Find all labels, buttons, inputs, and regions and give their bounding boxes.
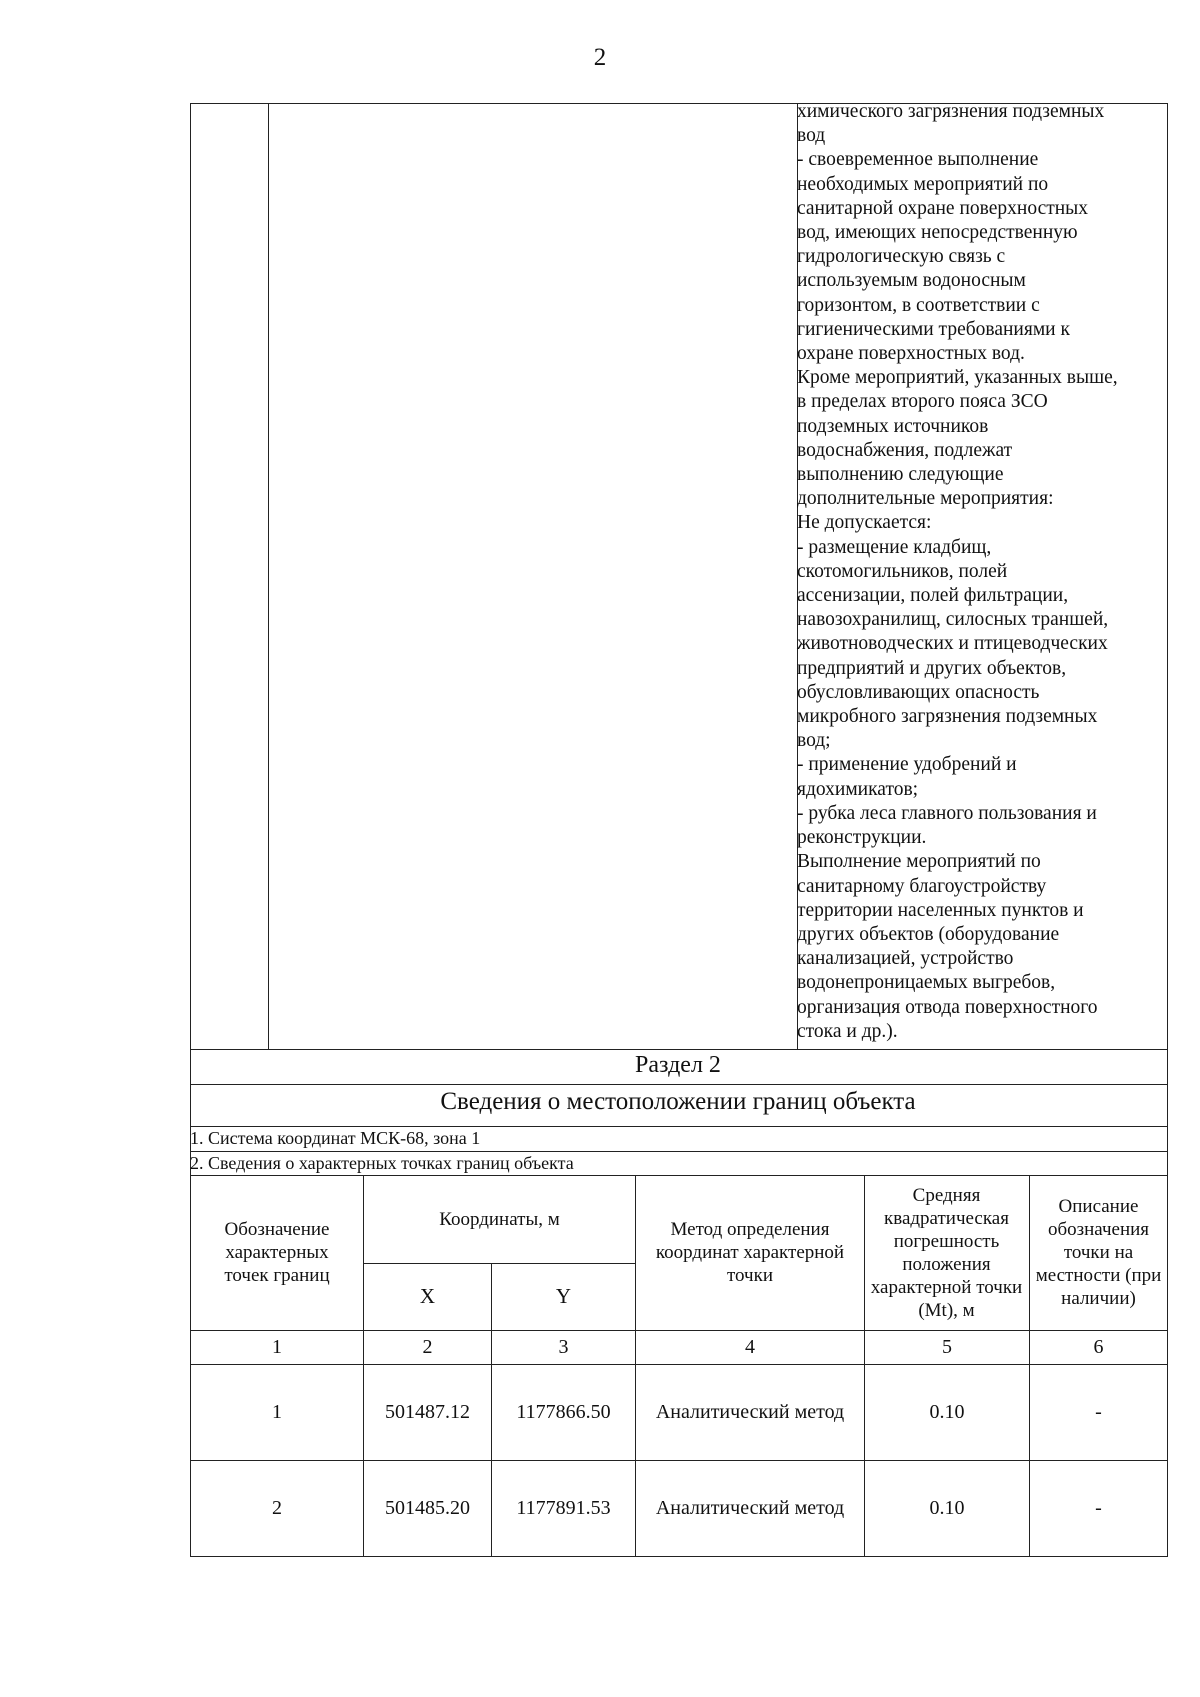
text-line: горизонтом, в соответствии с (797, 294, 1040, 316)
text-line: канализацией, устройство (797, 948, 1014, 970)
text-line: Кроме мероприятий, указанных выше, (797, 367, 1118, 389)
text-line: Не допускается: (797, 512, 932, 534)
column-number: 3 (558, 1335, 569, 1358)
header-y: Y (555, 1284, 572, 1308)
text-line: микробного загрязнения подземных (797, 706, 1098, 728)
method: Аналитический метод (655, 1496, 845, 1519)
header-x: X (419, 1284, 436, 1308)
text-line: вод (797, 125, 826, 147)
text-line: ядохимикатов; (797, 778, 919, 800)
text-line: - своевременное выполнение (797, 149, 1039, 171)
header-coordinates: Координаты, м (439, 1208, 560, 1230)
column-number: 1 (272, 1335, 282, 1358)
error-value: 0.10 (929, 1496, 965, 1519)
error-value: 0.10 (929, 1400, 965, 1423)
text-line: других объектов (оборудование (797, 923, 1060, 945)
text-line: животноводческих и птицеводческих (797, 633, 1108, 655)
text-line: подземных источников (797, 415, 989, 437)
header-designation: Обозначение характерных точек границ (224, 1219, 330, 1286)
text-line: в пределах второго пояса ЗСО (797, 391, 1048, 413)
text-line: территории населенных пунктов и (797, 899, 1084, 921)
coordinate-system: 1. Система координат МСК-68, зона 1 (190, 1128, 481, 1148)
text-line: - размещение кладбищ, (797, 536, 992, 558)
method: Аналитический метод (655, 1400, 845, 1423)
column-number: 5 (942, 1335, 952, 1358)
text-line: необходимых мероприятий по (797, 173, 1049, 195)
text-line: дополнительные мероприятия: (797, 488, 1054, 510)
text-line: водонепроницаемых выгребов, (797, 972, 1056, 994)
points-label: 2. Сведения о характерных точках границ объекта (190, 1153, 574, 1173)
page-number: 2 (593, 44, 607, 71)
section-title: Сведения о местоположении границ объекта (440, 1088, 916, 1115)
text-line: стока и др.). (797, 1020, 898, 1042)
text-line: выполнению следующие (797, 464, 1004, 486)
header-error: Средняя квадратическая погрешность положения характерной точки (Mt), м (870, 1184, 1023, 1321)
text-line: вод; (797, 730, 831, 752)
text-line: обусловливающих опасность (797, 681, 1040, 703)
text-line: скотомогильников, полей (797, 560, 1008, 582)
column-number: 6 (1093, 1335, 1104, 1358)
text-line: - применение удобрений и (797, 754, 1017, 776)
text-line: навозохранилищ, силосных траншей, (797, 609, 1109, 631)
text-line: химического загрязнения подземных (797, 101, 1105, 122)
coordinate-x: 501485.20 (385, 1496, 470, 1519)
coordinate-y: 1177866.50 (516, 1400, 611, 1423)
coordinate-x: 501487.12 (385, 1400, 470, 1423)
column-number: 4 (745, 1335, 755, 1358)
text-line: организация отвода поверхностного (797, 996, 1098, 1018)
description: - (1095, 1496, 1102, 1519)
text-line: используемым водоносным (797, 270, 1026, 292)
column-number: 2 (422, 1335, 433, 1358)
text-line: вод, имеющих непосредственную (797, 222, 1078, 244)
description: - (1095, 1400, 1102, 1423)
text-line: реконструкции. (797, 827, 927, 849)
text-line: охране поверхностных вод. (797, 343, 1025, 365)
text-line: гидрологическую связь с (797, 246, 1006, 268)
continuation-text (797, 100, 1167, 1044)
text-line: Выполнение мероприятий по (797, 851, 1041, 873)
text-line: гигиеническими требованиями к (797, 318, 1070, 340)
text-line: ассенизации, полей фильтрации, (797, 585, 1069, 607)
text-line: предприятий и других объектов, (797, 657, 1067, 679)
text-line: санитарному благоустройству (797, 875, 1047, 897)
text-line: - рубка леса главного пользования и (797, 802, 1097, 824)
coordinate-y: 1177891.53 (516, 1496, 611, 1519)
text-line: водоснабжения, подлежат (797, 439, 1013, 461)
point-number: 2 (272, 1496, 282, 1519)
header-description: Описание обозначения точки на местности (при наличии) (1035, 1196, 1162, 1309)
point-number: 1 (272, 1400, 282, 1423)
section-heading: Раздел 2 (635, 1052, 721, 1078)
text-line: санитарной охране поверхностных (797, 197, 1089, 219)
header-method: Метод определения координат характерной точки (655, 1219, 845, 1286)
